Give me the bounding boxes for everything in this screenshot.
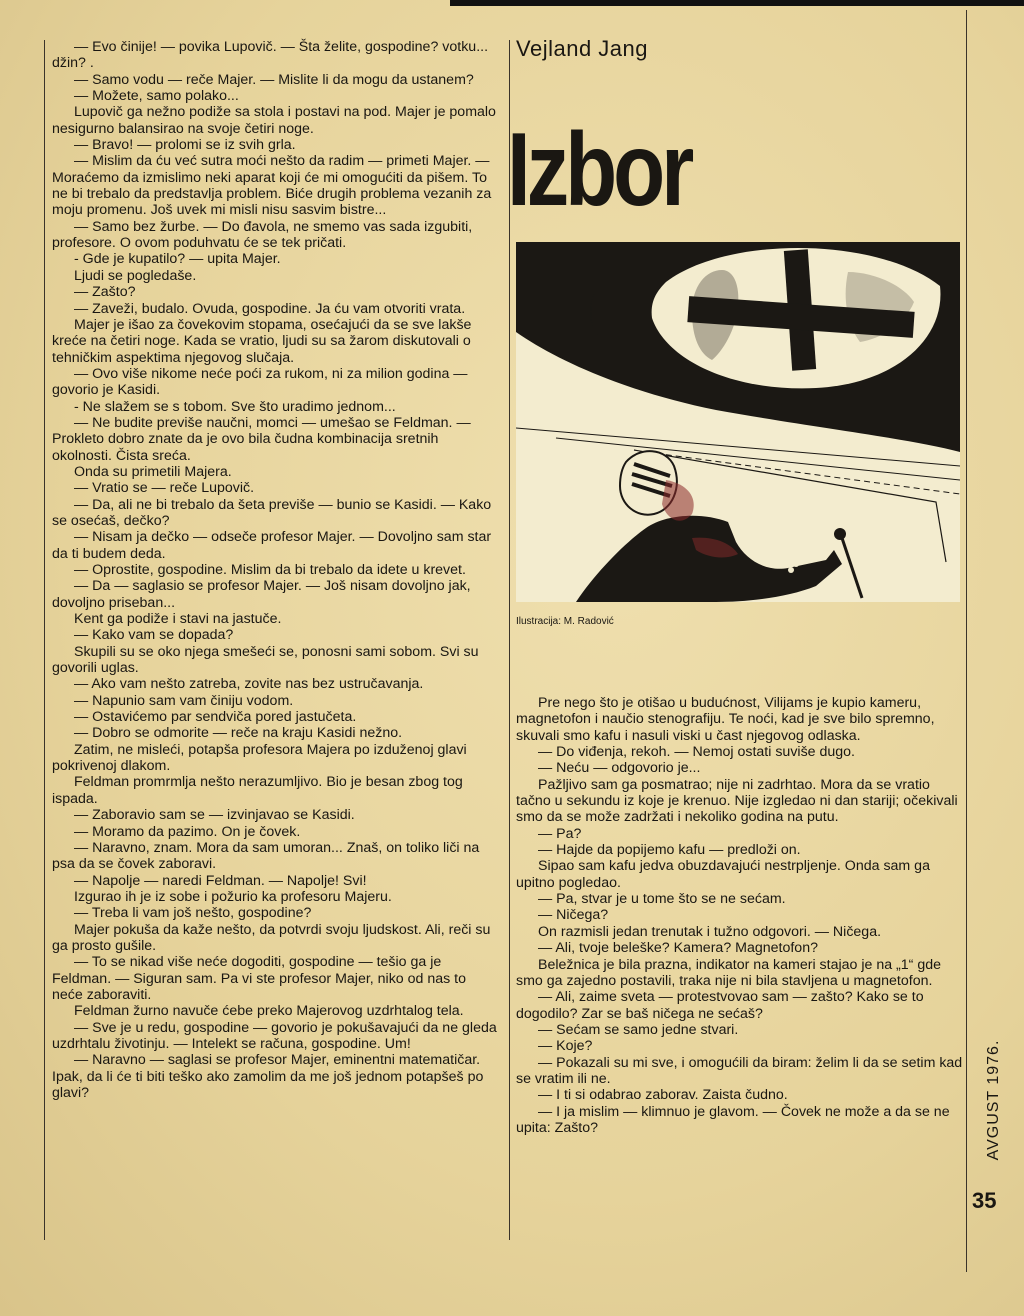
paragraph: — Da — saglasio se profesor Majer. — Još nisam dovoljno jak, dovoljno priseban...	[52, 578, 471, 611]
paragraph: — Napolje — naredi Feldman. — Napolje! Svi!	[74, 872, 367, 889]
paragraph: - Gde je kupatilo? — upita Majer.	[74, 251, 281, 268]
paragraph: — Ne budite previše naučni, momci — umešao se Feldman. — Prokleto dobro znate da je ovo bila čudna kombinacija sretnih okolnosti. Čista sreća.	[52, 414, 471, 464]
top-edge-bar	[450, 0, 1024, 6]
paragraph: — I ja mislim — klimnuo je glavom. — Čovek ne može a da se ne upita: Zašto?	[516, 1103, 950, 1136]
paragraph: Sipao sam kafu jedva obuzdavajući nestrpljenje. Onda sam ga upitno pogledao.	[516, 858, 930, 891]
paragraph: — Mislim da ću već sutra moći nešto da radim — primeti Majer. — Moraćemo da izmislimo neki aparat koji će mi omogućiti da pišem. To ne bi trebalo da predstavlja problem. Biće drugih problema vezanih za moju promenu. Još uvek mi misli nisu sasvim bistre...	[52, 153, 492, 219]
paragraph: — To se nikad više neće dogoditi, gospodine — tešio ga je Feldman. — Siguran sam. Pa vi ste profesor Majer, niko od nas to neće zaboraviti.	[52, 954, 466, 1003]
paragraph: — Da, ali ne bi trebalo da šeta previše — bunio se Kasidi. — Kako se osećaš, dečko?	[52, 496, 492, 529]
paragraph: — Ako vam nešto zatreba, zovite nas bez ustručavanja.	[74, 676, 424, 693]
paragraph: — Zašto?	[74, 284, 136, 301]
paragraph: Majer je išao za čovekovim stopama, osećajući da se sve lakše kreće na četiri noge. Kada se vratio, ljudi su sa žarom diskutovali o tehničkim aspektima njegovog slučaja.	[52, 316, 472, 366]
paragraph: Feldman žurno navuče ćebe preko Majerovog uzdrhtalog tela.	[74, 1003, 464, 1020]
paragraph: — Neću — odgovorio je...	[538, 760, 701, 777]
paragraph: — Samo vodu — reče Majer. — Mislite li da mogu da ustanem?	[74, 71, 474, 88]
paragraph: — Oprostite, gospodine. Mislim da bi trebalo da idete u krevet.	[74, 562, 466, 578]
paragraph: — Sve je u redu, gospodine — govorio je pokušavajući da ne gleda uzdrhtalu životinju. — Intelekt se računa, gospodine. Um!	[52, 1019, 497, 1052]
paragraph: Lupovič ga nežno podiže sa stola i postavi na pod. Majer je pomalo nesigurno balansirao na svoje četiri noge.	[52, 104, 496, 137]
paragraph: — Vratio se — reče Lupovič.	[74, 480, 255, 497]
paragraph: — Kako vam se dopada?	[74, 627, 234, 644]
issue-date: AVGUST 1976.	[985, 1039, 1002, 1161]
right-text-column	[516, 695, 964, 1136]
paragraph: — I ti si odabrao zaborav. Zaista čudno.	[538, 1087, 788, 1104]
paragraph: — Ničega?	[538, 907, 609, 924]
paragraph: — Nisam ja dečko — odseče profesor Majer. — Dovoljno sam star da ti budem deda.	[52, 529, 492, 562]
paragraph: Zatim, ne misleći, potapša profesora Majera po izduženoj glavi pokrivenoj dlakom.	[52, 741, 467, 775]
paragraph: — Samo bez žurbe. — Do đavola, ne smemo vas sada izgubiti, profesore. O ovom poduhvatu će se tek pričati.	[52, 218, 473, 252]
paragraph: — Bravo! — prolomi se iz svih grla.	[74, 137, 296, 154]
paragraph: Pre nego što je otišao u budućnost, Vilijams je kupio kameru, magnetofon i naučio stenografiju. Te noći, kad je sve bilo spremno, skuvali smo kafu i nasuli viski u čast njegovog odlaska.	[516, 695, 935, 744]
paragraph: — Pa, stvar je u tome što se ne sećam.	[538, 891, 786, 908]
paragraph: — Koje?	[538, 1038, 593, 1055]
paragraph: — Ali, zaime sveta — protestvovao sam — zašto? Kako se to dogodilo? Zar se baš ničega ne sećaš?	[516, 989, 924, 1022]
paragraph: — Zaboravio sam se — izvinjavao se Kasidi.	[74, 807, 355, 824]
column-rule-right	[966, 10, 967, 1272]
paragraph: — Pokazali su mi sve, i omogućili da biram: želim li da se setim kad se vratim ili ne.	[516, 1054, 963, 1087]
paragraph: — Do viđenja, rekoh. — Nemoj ostati suviše dugo.	[538, 744, 856, 761]
paragraph: Ljudi se pogledaše.	[74, 267, 197, 284]
story-author: Vejland Jang	[516, 36, 648, 61]
paragraph: — Evo činije! — povika Lupovič. — Šta želite, gospodine? votku... džin? .	[52, 39, 489, 72]
paragraph: Feldman promrmlja nešto nerazumljivo. Bio je besan zbog tog ispada.	[52, 774, 463, 807]
paragraph: — Zaveži, budalo. Ovuda, gospodine. Ja ću vam otvoriti vrata.	[74, 300, 466, 317]
paragraph: Skupili su se oko njega smešeći se, ponosni sami sobom. Svi su govorili uglas.	[52, 643, 479, 677]
paragraph: Kent ga podiže i stavi na jastuče.	[74, 611, 282, 628]
paragraph: — Treba li vam još nešto, gospodine?	[74, 905, 312, 922]
illustration-credit: Ilustracija: M. Radović	[516, 616, 614, 627]
paragraph: Majer pokuša da kaže nešto, da potvrdi svoju ljudskost. Ali, reči su ga prosto gušile.	[52, 921, 491, 954]
paragraph: Onda su primetili Majera.	[74, 463, 232, 480]
paragraph: Izgurao ih je iz sobe i požurio ka profesoru Majeru.	[74, 888, 392, 905]
paragraph: — Pa?	[538, 825, 582, 842]
paragraph: — Naravno — saglasi se profesor Majer, eminentni matematičar. Ipak, da li će ti biti teško ako zamolim da me još jednom potapšeš po glavi?	[52, 1052, 484, 1101]
paragraph: On razmisli jedan trenutak i tužno odgovori. — Ničega.	[538, 923, 882, 940]
paragraph: — Hajde da popijemo kafu — predloži on.	[538, 842, 801, 859]
page-number: 35	[972, 1188, 997, 1213]
paragraph: — Sećam se samo jedne stvari.	[538, 1021, 739, 1038]
paragraph: — Naravno, znam. Mora da sam umoran... Znaš, on toliko liči na psa da se čovek zaboravi.	[52, 839, 480, 873]
story-illustration	[516, 242, 960, 602]
story-title: Izbor	[507, 112, 691, 228]
paragraph: — Možete, samo polako...	[74, 88, 239, 105]
paragraph: — Moramo da pazimo. On je čovek.	[74, 823, 301, 840]
paragraph: Beležnica je bila prazna, indikator na kameri stajao je na „1“ gde smo ga zajedno postavili, traka nije ni bila stavljena u magnetofon.	[516, 956, 941, 989]
paragraph: Pažljivo sam ga posmatrao; nije ni zadrhtao. Mora da se vratio tačno u sekundu iz koje je krenuo. Nije izgledao ni dan stariji; očekivali smo da se može zadržati i nekoliko godina na putu.	[516, 776, 958, 826]
left-text-column	[52, 39, 500, 1101]
paragraph: — Ovo više nikome neće poći za rukom, ni za milion godina — govorio je Kasidi.	[52, 365, 468, 399]
paragraph: — Ostavićemo par sendviča pored jastučeta.	[74, 709, 357, 726]
paragraph: — Dobro se odmorite — reče na kraju Kasidi nežno.	[74, 725, 403, 742]
column-rule-left	[44, 40, 45, 1240]
paragraph: — Ali, tvoje beleške? Kamera? Magnetofon?	[538, 940, 818, 957]
paragraph: — Napunio sam vam činiju vodom.	[74, 692, 294, 709]
paragraph: - Ne slažem se s tobom. Sve što uradimo jednom...	[74, 398, 396, 415]
